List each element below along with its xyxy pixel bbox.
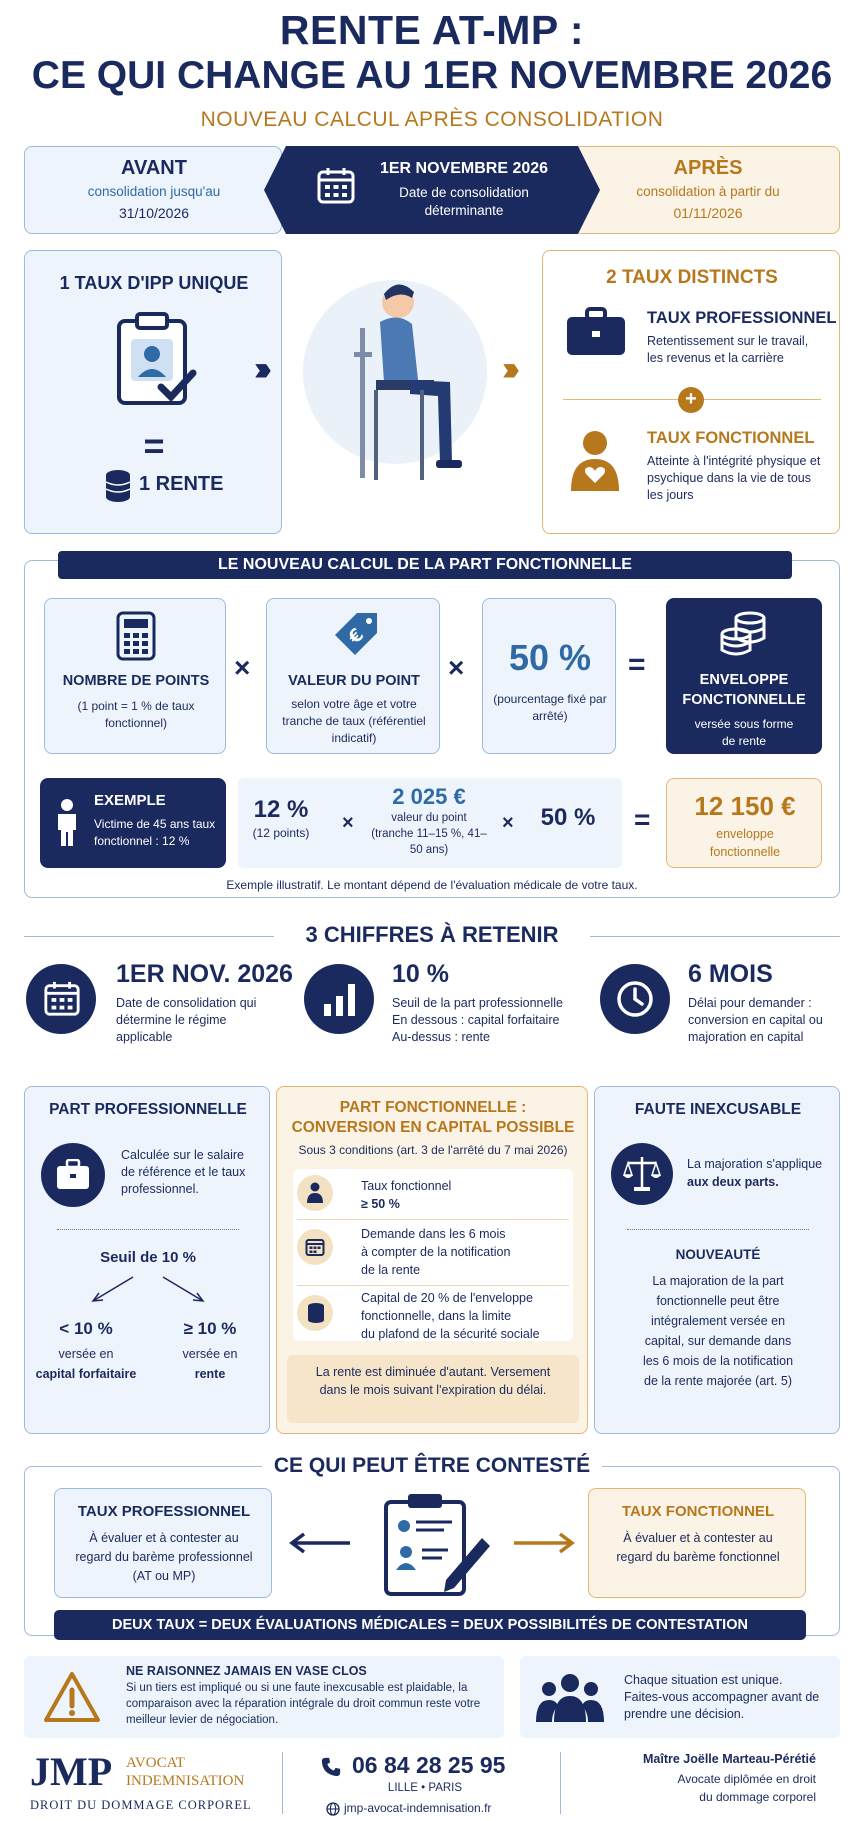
svg-text:€: €	[344, 624, 369, 649]
example-percent: 50 %	[540, 804, 596, 831]
split-arrows-icon	[83, 1273, 213, 1305]
figure-1-text: Date de consolidation qui détermine le régime applicable	[116, 996, 257, 1044]
seuil-right-value: ≥ 10 %	[183, 1319, 237, 1338]
points-text: (1 point = 1 % de taux fonctionnel)	[77, 699, 195, 730]
divider	[24, 936, 274, 937]
warning-icon	[42, 1670, 102, 1724]
scales-icon	[611, 1143, 673, 1205]
briefcase-circle-icon	[41, 1143, 105, 1207]
figure-3-text: Délai pour demander : conversion en capital ou majoration en capital	[688, 996, 823, 1044]
contest-banner: DEUX TAUX = DEUX ÉVALUATIONS MÉDICALES = DEUX POSSIBILITÉS DE CONTESTATION	[54, 1610, 806, 1640]
points-card	[44, 598, 226, 754]
injured-person-illustration	[300, 262, 490, 507]
calcul-banner: LE NOUVEAU CALCUL DE LA PART FONCTIONNELLE	[58, 551, 792, 579]
clipboard-pen-icon	[382, 1492, 492, 1603]
jmp-logo: JMP	[30, 1749, 113, 1794]
condition-2-a: Demande dans les 6 mois	[361, 1227, 506, 1241]
apres-card	[574, 146, 840, 234]
valeur-text: selon votre âge et votre tranche de taux (référentiel indicatif)	[282, 697, 426, 745]
advice-text: Chaque situation est unique. Faites-vous accompagner avant de prendre une décision.	[624, 1673, 820, 1721]
part-pro-title: PART PROFESSIONNELLE	[49, 1101, 247, 1118]
deux-taux-card	[542, 250, 840, 534]
contest-fonc-card	[588, 1488, 806, 1598]
advice-card	[520, 1656, 840, 1738]
figure-1-value: 1ER NOV. 2026	[116, 960, 293, 988]
chevrons-right-icon: ›››	[254, 350, 264, 388]
coins-small-icon	[297, 1295, 333, 1331]
divider	[627, 1229, 809, 1230]
faute-card	[594, 1086, 840, 1434]
plus-icon: +	[678, 387, 704, 413]
logo-subtitle: DROIT DU DOMMAGE CORPOREL	[30, 1798, 252, 1812]
example-result-card	[666, 778, 822, 868]
enveloppe-text: versée sous forme de rente	[694, 717, 794, 748]
phone-number[interactable]: 06 84 28 25 95	[352, 1752, 506, 1778]
part-pro-card	[24, 1086, 270, 1434]
ipp-unique-title: 1 TAUX D'IPP UNIQUE	[59, 273, 249, 293]
times-sign-1: ×	[234, 652, 251, 683]
figure-2-value: 10 %	[392, 960, 449, 988]
calculator-icon	[116, 611, 156, 666]
faute-text2: aux deux parts.	[687, 1175, 779, 1189]
globe-icon	[326, 1802, 340, 1816]
lawyer-role2: du dommage corporel	[699, 1790, 816, 1804]
condition-3-b: fonctionnelle, dans la limite	[361, 1309, 512, 1323]
apres-title: APRÈS	[673, 157, 743, 179]
example-value-sub: valeur du point (tranche 11–15 %, 41–50 ans)	[371, 812, 487, 856]
example-note: Exemple illustratif. Le montant dépend de l'évaluation médicale de votre taux.	[226, 878, 638, 892]
example-result-sub: enveloppe fonctionnelle	[709, 827, 781, 859]
seuil-label: Seuil de 10 %	[100, 1249, 196, 1266]
divider	[297, 1285, 569, 1286]
taux-pro-title: TAUX PROFESSIONNEL	[647, 309, 837, 327]
seuil-left-text2: capital forfaitaire	[35, 1367, 137, 1381]
times-sign-2: ×	[448, 652, 465, 683]
example-rate-sub: (12 points)	[252, 826, 310, 840]
key-figures-heading: 3 CHIFFRES À RETENIR	[305, 922, 559, 947]
person-icon	[297, 1175, 333, 1211]
arrow-left-icon	[288, 1532, 352, 1554]
divider	[560, 1752, 561, 1814]
divider	[57, 1229, 239, 1230]
deux-taux-title: 2 TAUX DISTINCTS	[606, 267, 778, 288]
seuil-left-value: < 10 %	[59, 1319, 113, 1338]
percent-card	[482, 598, 616, 754]
figure-3-value: 6 MOIS	[688, 960, 773, 988]
condition-1-a: Taux fonctionnel	[361, 1179, 452, 1193]
medical-file-icon	[113, 311, 203, 416]
calendar-small-icon	[297, 1229, 333, 1265]
logo-line1: AVOCAT	[126, 1755, 185, 1771]
cities: LILLE • PARIS	[387, 1782, 463, 1794]
arrow-right-icon	[512, 1532, 576, 1554]
taux-pro-text: Retentissement sur le travail, les revenus et la carrière	[647, 334, 809, 365]
condition-3-a: Capital de 20 % de l'enveloppe	[361, 1291, 533, 1305]
logo-line2: INDEMNISATION	[126, 1773, 245, 1789]
contest-pro-text: À évaluer et à contester au regard du barème professionnel (AT ou MP)	[75, 1531, 253, 1583]
contest-pro-card	[54, 1488, 272, 1598]
condition-2-c: de la rente	[361, 1263, 421, 1277]
apres-text: consolidation à partir du	[636, 184, 780, 199]
seuil-right-text1: versée en	[182, 1347, 238, 1361]
taux-fonc-text: Atteinte à l'intégrité physique et psychique dans la vie de tous les jours	[647, 454, 821, 502]
contest-pro-title: TAUX PROFESSIONNEL	[77, 1503, 251, 1520]
divider	[590, 936, 840, 937]
bar-chart-circle-icon	[304, 964, 374, 1034]
center-date-text: Date de consolidation déterminante	[399, 185, 529, 218]
percent-text: (pourcentage fixé par arrêté)	[493, 692, 607, 723]
equals-sign-example: =	[634, 804, 651, 835]
faute-text1: La majoration s'applique	[687, 1157, 823, 1171]
condition-1-b: ≥ 50 %	[361, 1197, 400, 1211]
apres-date: 01/11/2026	[673, 205, 743, 221]
taux-fonc-title: TAUX FONCTIONNEL	[647, 429, 815, 447]
example-text: Victime de 45 ans taux fonctionnel : 12 %	[94, 817, 216, 848]
percent-value: 50 %	[508, 637, 592, 678]
calendar-circle-icon	[26, 964, 96, 1034]
avant-title: AVANT	[121, 157, 187, 179]
person-heart-icon	[567, 429, 623, 498]
calendar-icon	[316, 166, 356, 206]
avant-text: consolidation jusqu'au	[87, 184, 221, 199]
lawyer-role1: Avocate diplômée en droit	[677, 1772, 816, 1786]
coins-icon	[103, 469, 133, 508]
example-calc	[238, 778, 622, 868]
valeur-title: VALEUR DU POINT	[288, 673, 420, 689]
example-title: EXEMPLE	[94, 792, 166, 809]
part-pro-text: Calculée sur le salaire de référence et le taux professionnel.	[121, 1148, 246, 1196]
faute-title: FAUTE INEXCUSABLE	[634, 1101, 802, 1118]
times-sign-3: ×	[342, 812, 354, 834]
center-date-title: 1ER NOVEMBRE 2026	[379, 160, 549, 177]
avant-date: 31/10/2026	[118, 205, 190, 221]
chevrons-right-gold-icon: ›››	[502, 350, 512, 388]
faute-body: La majoration de la part fonctionnelle peut être intégralement versée en capital, sur demande dans les 6 mois de la notification de la rente majorée (art. 5)	[642, 1274, 794, 1388]
equals-sign: =	[143, 425, 165, 466]
enveloppe-title: ENVELOPPE FONCTIONNELLE	[682, 672, 806, 708]
contest-heading: CE QUI PEUT ÊTRE CONTESTÉ	[262, 1454, 602, 1478]
avant-card	[24, 146, 282, 234]
part-fonc-title2: CONVERSION EN CAPITAL POSSIBLE	[291, 1119, 575, 1136]
example-card	[40, 778, 226, 868]
part-fonc-title1: PART FONCTIONNELLE :	[339, 1099, 527, 1116]
equals-sign-calc: =	[628, 648, 646, 681]
enveloppe-card	[666, 598, 822, 754]
group-icon	[536, 1672, 604, 1722]
warning-text: Si un tiers est impliqué ou si une faute inexcusable est plaidable, la comparaison avec la réparation intégrale du droit commun reste votre meilleur levier de négociation.	[126, 1682, 481, 1726]
person-icon	[54, 798, 80, 853]
part-fonc-subtitle: Sous 3 conditions (art. 3 de l'arrêté du 7 mai 2026)	[298, 1143, 568, 1157]
condition-3-c: du plafond de la sécurité sociale	[361, 1327, 540, 1341]
valeur-card	[266, 598, 440, 754]
example-rate: 12 %	[253, 796, 309, 823]
warning-card	[24, 1656, 504, 1738]
phone-icon	[320, 1756, 342, 1778]
contest-fonc-text: À évaluer et à contester au regard du barème fonctionnel	[616, 1531, 780, 1564]
clock-circle-icon	[600, 964, 670, 1034]
times-sign-4: ×	[502, 812, 514, 834]
page-subtitle: NOUVEAU CALCUL APRÈS CONSOLIDATION	[200, 108, 664, 131]
example-value: 2 025 €	[392, 784, 466, 809]
divider	[297, 1219, 569, 1220]
briefcase-icon	[565, 307, 627, 362]
lawyer-name: Maître Joëlle Marteau-Pérétié	[643, 1752, 816, 1766]
contest-fonc-title: TAUX FONCTIONNEL	[621, 1503, 775, 1520]
nouveaute-label: NOUVEAUTÉ	[675, 1247, 761, 1262]
warning-title: NE RAISONNEZ JAMAIS EN VASE CLOS	[126, 1664, 367, 1678]
part-fonc-card	[276, 1086, 588, 1434]
figure-2-text: Seuil de la part professionnelle En dessous : capital forfaitaire Au-dessus : rente	[392, 996, 563, 1044]
example-result: 12 150 €	[694, 791, 796, 821]
coin-stack-icon	[718, 608, 770, 663]
seuil-right-text2: rente	[194, 1367, 226, 1381]
ipp-unique-card	[24, 250, 282, 534]
euro-tag-icon	[331, 609, 381, 664]
divider	[282, 1752, 283, 1814]
part-fonc-footer: La rente est diminuée d'autant. Versement dans le mois suivant l'expiration du délai.	[287, 1355, 579, 1423]
condition-2-b: à compter de la notification	[361, 1245, 511, 1259]
points-title: NOMBRE DE POINTS	[62, 673, 210, 689]
seuil-left-text1: versée en	[58, 1347, 114, 1361]
website-link[interactable]: jmp-avocat-indemnisation.fr	[344, 1801, 492, 1815]
one-rente-label: 1 RENTE	[139, 473, 224, 495]
page-title-line2: CE QUI CHANGE AU 1ER NOVEMBRE 2026	[31, 54, 833, 97]
page-title-line1: RENTE AT-MP :	[279, 7, 585, 53]
